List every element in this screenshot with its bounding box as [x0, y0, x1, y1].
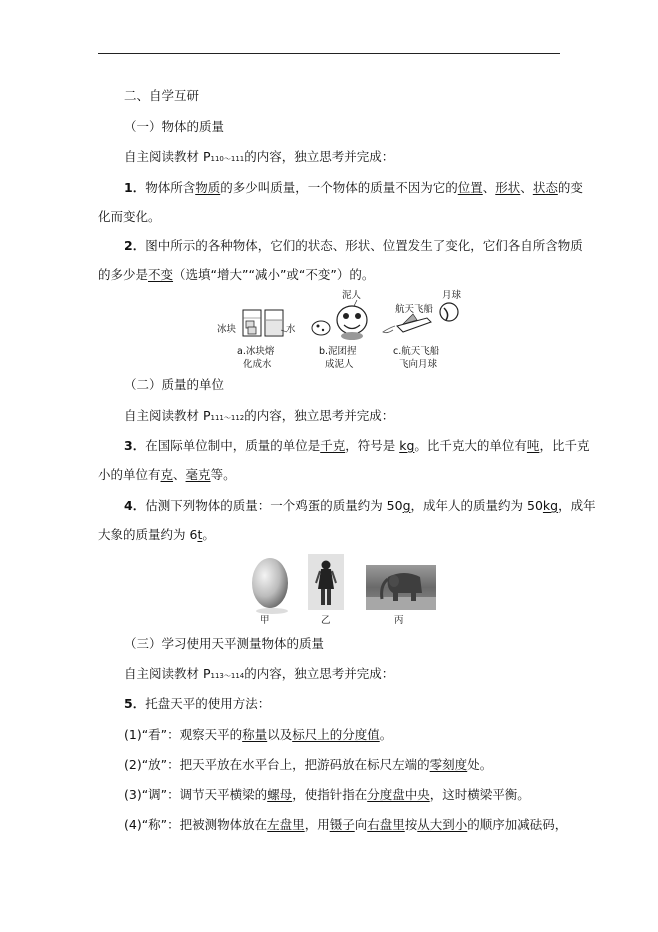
text: (4)“称”：把被测物体放在 — [124, 817, 268, 832]
intro-text: 的内容，独立思考并完成： — [244, 408, 395, 423]
step-4 — [124, 817, 567, 833]
text: 的多少叫质量，一个物体的质量不因为它的 — [220, 180, 458, 195]
step-1 — [124, 727, 392, 743]
answer: g — [402, 498, 411, 513]
text: (3)“调”：调节天平横梁的 — [124, 787, 268, 802]
question-number: 3． — [124, 438, 146, 453]
answer: 左盘里 — [267, 817, 305, 832]
text: 。比千克大的单位有 — [414, 438, 527, 453]
answer: kg — [399, 438, 415, 453]
text: ，成年人的质量约为 50 — [410, 498, 543, 513]
estimation-photos — [246, 553, 436, 627]
answer: t — [197, 527, 203, 542]
text: （选填“增大”“减小”或“不变”）的。 — [173, 267, 375, 282]
label-water: 水 — [286, 324, 296, 335]
text: 、 — [482, 180, 496, 195]
page-range: 111～112 — [210, 414, 245, 422]
intro-text: 自主阅读教材 P — [124, 666, 211, 681]
answer: 克 — [160, 467, 174, 482]
question-number: 5． — [124, 696, 146, 711]
answer: 称量 — [242, 727, 268, 742]
text: 等。 — [210, 467, 236, 482]
text: 托盘天平的使用方法： — [145, 696, 271, 711]
text: ，比千克 — [539, 438, 590, 453]
text: 按 — [404, 817, 418, 832]
page-range: 110～111 — [210, 155, 245, 163]
text: 的多少是 — [98, 267, 149, 282]
question-1-line1 — [124, 180, 583, 196]
caption-a-line1: a.冰块熔 — [237, 346, 275, 357]
question-1-line2: 化而变化。 — [98, 209, 161, 224]
question-4-line2 — [98, 527, 215, 543]
text: 向 — [354, 817, 368, 832]
answer: 形状 — [495, 180, 521, 195]
text: 图中所示的各种物体，它们的状态、形状、位置发生了变化，它们各自所含物质 — [145, 238, 583, 253]
part2-heading: （二）质量的单位 — [124, 377, 225, 392]
answer: 吨 — [526, 438, 540, 453]
step-2 — [124, 757, 492, 773]
caption-a-line2: 化成水 — [243, 359, 272, 370]
photo-caption-person: 乙 — [321, 615, 331, 626]
answer: 标尺上的分度值 — [292, 727, 380, 742]
question-number: 1． — [124, 180, 146, 195]
part1-heading: （一）物体的质量 — [124, 119, 225, 134]
text: 大象的质量约为 6 — [98, 527, 198, 542]
photo-caption-egg: 甲 — [260, 615, 270, 626]
answer: 从大到小 — [417, 817, 468, 832]
label-ice: 冰块 — [217, 324, 237, 335]
text: 的变 — [557, 180, 583, 195]
text: 的顺序加减砝码， — [467, 817, 568, 832]
text: 在国际单位制中，质量的单位是 — [145, 438, 321, 453]
question-3-line2 — [98, 467, 236, 483]
text: 。 — [202, 527, 215, 542]
intro-text: 自主阅读教材 P — [124, 149, 211, 164]
section-title: 二、自学互研 — [124, 88, 200, 103]
label-clay-man: 泥人 — [342, 290, 362, 301]
intro-text: 的内容，独立思考并完成： — [244, 666, 395, 681]
text: 、 — [173, 467, 186, 482]
text: 处。 — [467, 757, 493, 772]
answer: 镊子 — [329, 817, 355, 832]
part2-intro — [124, 408, 394, 426]
caption-c-line2: 飞向月球 — [399, 359, 438, 370]
answer: kg — [542, 498, 559, 513]
question-number: 2． — [124, 238, 146, 253]
caption-b-line2: 成泥人 — [325, 359, 354, 370]
text: ，成年 — [558, 498, 596, 513]
text: (1)“看”：观察天平的 — [124, 727, 243, 742]
text: 估测下列物体的质量：一个鸡蛋的质量约为 50 — [145, 498, 403, 513]
question-4-line1 — [124, 498, 596, 514]
answer: 毫克 — [185, 467, 211, 482]
answer: 右盘里 — [367, 817, 405, 832]
answer: 零刻度 — [429, 757, 468, 772]
text: ，这时横梁平衡。 — [429, 787, 530, 802]
answer: 分度盘中央 — [367, 787, 430, 802]
text: ，使指针指在 — [292, 787, 368, 802]
text: ，符号是 — [345, 438, 400, 453]
part3-heading: （三）学习使用天平测量物体的质量 — [124, 636, 325, 651]
answer: 不变 — [148, 267, 174, 282]
label-moon: 月球 — [442, 290, 462, 301]
question-5 — [124, 696, 270, 712]
intro-text: 的内容，独立思考并完成： — [244, 149, 395, 164]
answer: 状态 — [532, 180, 558, 195]
photo-caption-elephant: 丙 — [394, 615, 404, 626]
text: 小的单位有 — [98, 467, 161, 482]
page-range: 113～114 — [210, 672, 245, 680]
text: 物体所含 — [145, 180, 196, 195]
intro-text: 自主阅读教材 P — [124, 408, 211, 423]
part1-intro — [124, 149, 394, 167]
caption-b-line1: b.泥团捏 — [319, 346, 357, 357]
answer: 千克 — [320, 438, 346, 453]
answer: 螺母 — [267, 787, 293, 802]
question-2-line1 — [124, 238, 583, 254]
question-3-line1 — [124, 438, 589, 454]
text: (2)“放”：把天平放在水平台上，把游码放在标尺左端的 — [124, 757, 430, 772]
question-2-line2 — [98, 267, 374, 283]
answer: 物质 — [195, 180, 221, 195]
caption-c-line1: c.航天飞船 — [393, 346, 440, 357]
photo-strip — [246, 553, 436, 627]
text: 。 — [379, 727, 393, 742]
question-number: 4． — [124, 498, 146, 513]
mass-invariance-figure — [217, 290, 461, 374]
part3-intro — [124, 666, 394, 684]
text: 以及 — [267, 727, 293, 742]
text: 、 — [520, 180, 533, 195]
label-spaceship: 航天飞船 — [395, 304, 434, 315]
header-rule — [98, 53, 560, 54]
step-3 — [124, 787, 530, 803]
text: ，用 — [304, 817, 330, 832]
answer: 位置 — [457, 180, 483, 195]
